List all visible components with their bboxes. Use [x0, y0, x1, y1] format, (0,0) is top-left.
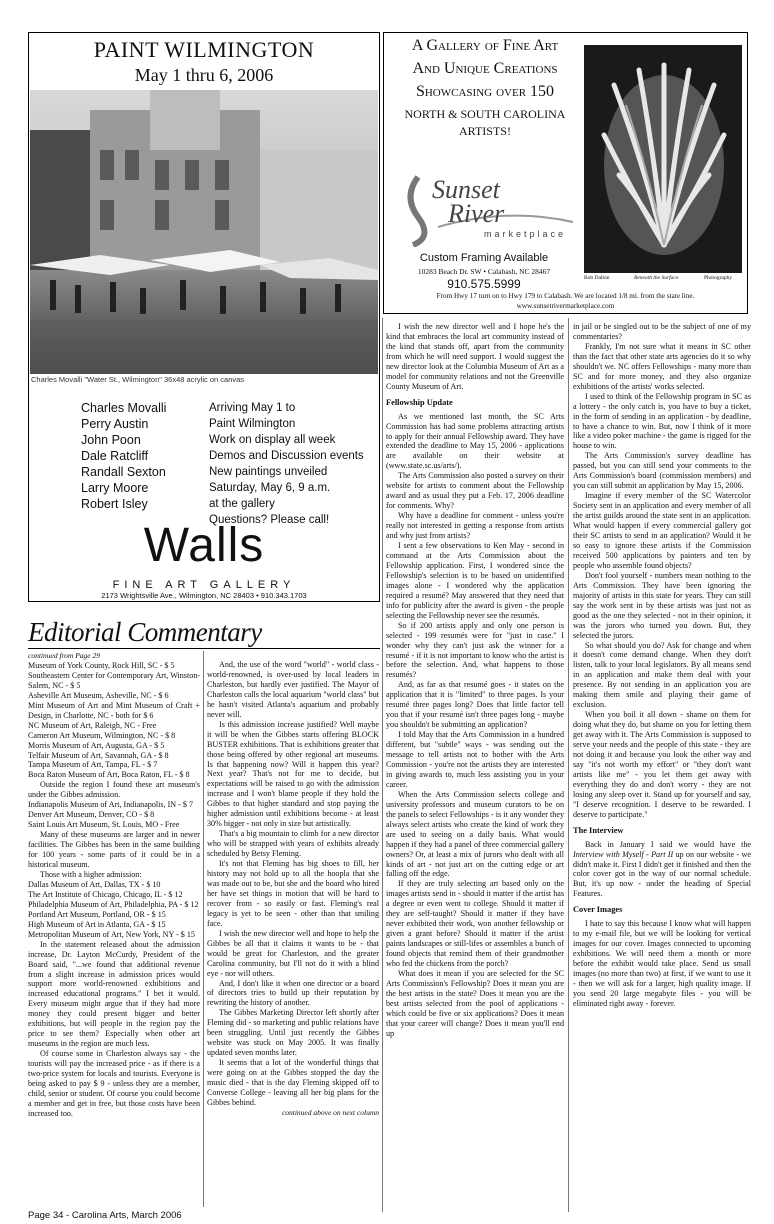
paragraph: I wish the new director well and I hope he's the kind that embraces the local art community instead of the kind that stands off, apart from the community from which he will need support. I would suggest the new director look at the Columbia Museum of Art as a model for community relations and not the Greenville County Museum of Art. — [386, 322, 564, 391]
walls-subtitle: FINE ART GALLERY — [112, 579, 296, 591]
editorial-column-4 — [573, 322, 751, 1212]
sunset-web: www.sunsetrivermarketplace.com — [516, 302, 615, 310]
paragraph: What does it mean if you are selected for the SC Arts Commission's Fellowship? Does it mean you are the best artists in the state? Does it mean you are the best artists selected from the pool of applications - which could be five or six applications? Does it mean that your career will change? Does it mean you'll end up — [386, 969, 564, 1038]
museum-line: Saint Louis Art Museum, St. Louis, MO - Free — [28, 820, 180, 830]
event-line: at the gallery — [209, 498, 275, 510]
walls-logo: Walls — [143, 519, 265, 572]
paragraph: I hate to say this because I know what will happen to my e-mail file, but we will be looking for vertical images for our cover. Images connected to upcoming exhibitions. We will need them a month or more before the exhibit would take place. Send us small images (no more than two) at first, if we want to use it - then we will ask for a larger, high quality image. If you send 20 large megabyte files - you will be eliminated right away - forever. — [573, 919, 751, 1008]
museum-line: Telfair Museum of Art, Savannah, GA - $ 8 — [28, 750, 169, 760]
paragraph: Don't fool yourself - numbers mean nothing to the Arts Commission. They have been ignoring the majority of artists in this state for years. They can still say the work sent in by these artists was just not as good as the one they selected - not in their opinion, it was the jurors who turned you down. But, they selected the jurors. — [573, 570, 751, 640]
paragraph: That's a big mountain to climb for a new director who will be strapped with years of exhibits already scheduled by Betsy Fleming. — [207, 829, 379, 859]
sunset-river-logo — [398, 167, 578, 247]
paragraph: When you boil it all down - shame on them for doing what they do, but shame on you for letting them get away with it. The Arts Commission is supposed to serve your needs and the people of this state - they are not doing it and because you look the other way and say "it's not worth my effort" or "they don't want artists like me" - you let them get away with everything they do and don't worry - they are not losing any sleep over it. Stand up for yourself and say, "I deserve recognition. I deserve to be rewarded. I deserve to participate." — [573, 710, 751, 819]
editorial-column-3 — [386, 322, 564, 1212]
logo-word-marketplace: marketplace — [484, 229, 567, 239]
artist-name: John Poon — [81, 433, 141, 447]
section-heading: Fellowship Update — [386, 397, 453, 407]
painting-caption: Charles Movalli "Water St., Wilmington" 36x48 acrylic on canvas — [31, 375, 245, 384]
ad-headline: ARTISTS! — [459, 124, 511, 138]
paragraph: And, as far as that resumé goes - it states on the application that it is "limited" to three pages. Is your resumé three pages long? Does that little factor tell you that if your resumé isn't three pages long - maybe you shouldn't be submitting an application? — [386, 680, 564, 730]
column-rule — [382, 318, 383, 1212]
paragraph: If they are truly selecting art based only on the images artists send in - should it matter if the artist has a degree or even went to college. Should it matter if they are self-taught? Should it matter if they have never exhibited their work, won another fellowship or given a grant before? Should it matter if the artist paints landscapes or still-lifes or assembles a bunch of found objects that remind them of their grandmother who fed the chickens from the porch? — [386, 879, 564, 969]
museum-line: Denver Art Museum, Denver, CO - $ 8 — [28, 810, 155, 820]
ad-headline: Showcasing over 150 — [415, 83, 555, 100]
paragraph: So what should you do? Ask for change and when it doesn't come demand change. When they don't listen, talk to your local legislators. By all means send in an application and make them deal with your presence. By not sending in an application you are making them smile and playing their game of exclusion. — [573, 640, 751, 710]
section-heading: The Interview — [573, 825, 624, 835]
walls-gallery-ad — [28, 32, 380, 602]
museum-line: Tampa Museum of Art, Tampa, FL - $ 7 — [28, 760, 158, 770]
museum-line: Southeastern Center for Contemporary Art, Winston-Salem, NC - $ 5 — [28, 670, 200, 690]
museum-line: Mint Museum of Art and Mint Museum of Craft + Design, in Charlotte, NC - both for $ 6 — [28, 700, 200, 720]
continued-from: continued from Page 29 — [28, 651, 101, 660]
museum-line: The Art Institute of Chicago, Chicago, IL - $ 12 — [28, 889, 183, 899]
sunset-directions: From Hwy 17 turn on to Hwy 179 to Calabash. We are located 1/8 mi. from the state line. — [436, 292, 695, 300]
paragraph: So if 200 artists apply and only one person is selected - 199 resumés were for "just in case." I wonder why they can't just ask the winner for a resumé - if it is not important to know who the artist is before the selection. And, what happens to those resumés? — [386, 620, 564, 680]
event-list — [209, 400, 379, 528]
museum-line: Indianapolis Museum of Art, Indianapolis, IN - $ 7 — [28, 800, 193, 810]
artist-name: Dale Ratcliff — [81, 449, 149, 463]
logo-word-sunset: Sunset — [432, 175, 500, 204]
paragraph: in jail or be singled out to be the subject of one of my commentaries? — [573, 322, 751, 341]
artist-name: Charles Movalli — [81, 401, 167, 415]
paragraph: The Gibbes Marketing Director left shortly after Fleming did - so marketing and public relations have been struggling. Until just recently the Gibbes website was stuck on May 2005. It was finally updated seven months later. — [207, 1008, 379, 1058]
paragraph: It's not that Fleming has big shoes to fill, her history may not hold up to all the hoopla that she was made out to be, but she and the board who hired her have set things in motion that will be hard to recover from - so easily or fast. Fleming's real legacy is yet to be seen - other than that smiling face. — [207, 859, 379, 928]
sunset-phone: 910.575.5999 — [447, 277, 521, 291]
event-line: New paintings unveiled — [209, 466, 328, 478]
paragraph: Is this admission increase justified? Well maybe it will be when the Gibbes starts offering BLOCK BUSTER exhibitions. That is exhibitions greater that those being offered by other regional art museums. Is that happening now? Will it happen this year? Next year? That's not for me to decide, but expectations will be raised to go with the admission increase and I won't blame people if they hold the Gibbes to that higher standard and stop paying the higher admission until exhibitions become - at least 30% bigger - not only in size but artistically. — [207, 719, 379, 829]
paragraph: The Arts Commission's survey deadline has passed, but you can still send your comments to the Arts Commission's board (commission members) and you can still submit an application by May 15, 2006. — [573, 451, 751, 491]
continued-above: continued above on next column — [281, 1107, 379, 1117]
artist-list — [81, 400, 211, 512]
museum-line: Morris Museum of Art, Augusta, GA - $ 5 — [28, 740, 165, 750]
paragraph: Outside the region I found these art museum's under the Gibbes admission. — [28, 780, 200, 800]
museum-line: Cameron Art Museum, Wilmington, NC - $ 8 — [28, 730, 176, 740]
paragraph: Why have a deadline for comment - unless you're really not interested in getting a response from artists and why just from artists? — [386, 511, 564, 541]
paragraph: When the Arts Commission selects college and university professors and museum curators to be on the panels to select Fellowships - is it any wonder they always select artists who create the kind of work they are used to seeing on a daily basis. What would happen if they had a panel of three commercial gallery owners? Or, at least a mix of jurors who dealt with all kinds of art - not just art on the cutting edge or art falling off the edge. — [386, 789, 564, 879]
paragraph: Those with a higher admission: — [40, 869, 142, 879]
interview-title: Interview with Myself - Part II — [573, 849, 674, 859]
event-line: Arriving May 1 to — [209, 402, 296, 414]
museum-line: Philadelphia Museum of Art, Philadelphia, PA - $ 12 — [28, 899, 199, 909]
paragraph: It seems that a lot of the wonderful things that were going on at the Gibbes stopped the day the music died - that is the day Fleming skipped off to Converse College - leaving all her big plans for the Gibbes behind. — [207, 1058, 379, 1107]
photo-credit-artist: Bob Dalton — [584, 275, 610, 281]
event-line: Saturday, May 6, 9 a.m. — [209, 482, 331, 494]
paragraph: I wish the new director well and hope to help the Gibbes be all that it claims it wants to be - that would be great for Charleston, and the greater Carolina community, but I'll not do it with a blind eye - nor will others. — [207, 928, 379, 978]
logo-word-river: River — [448, 199, 505, 228]
photo-credit-title: Beneath the Surface — [634, 275, 679, 281]
editorial-column-2 — [207, 660, 379, 1208]
section-heading: Cover Images — [573, 905, 623, 915]
museum-line: Asheville Art Museum, Asheville, NC - $ 6 — [28, 690, 169, 700]
ad-headline: NORTH & SOUTH CAROLINA — [404, 107, 566, 121]
paragraph: I used to think of the Fellowship program in SC as a lottery - the only catch is, you have to buy a ticket, in the form of sending in an application - by deadline, to have a chance to win. But, now I think of it more like a video poker machine - the game is rigged for the house to win. — [573, 391, 751, 451]
museum-line: Portland Art Museum, Portland, OR - $ 15 — [28, 909, 166, 919]
ad-dates: May 1 thru 6, 2006 — [134, 65, 274, 85]
painting-image — [30, 90, 378, 374]
ad-title: PAINT WILMINGTON — [93, 37, 315, 62]
paragraph: And, the use of the word "world" - world class - world-renowned, is over-used by local leaders in Charleston, but hardly ever justified. The Mayor of Charleston calls the local aquarium "world class" but he hasn't visited Atlanta's aquarium and probably never will. — [207, 660, 379, 719]
paragraph: I sent a few observations to Ken May - second in command at the Arts Commission about the Fellowship application. First, I wondered since the Fellowship's selection is to be based on unidentified images alone - I wondered why the application required a resumé? May answered that they need that info for publicity after the award is given - the people selecting the Fellowship never see the resumés. — [386, 541, 564, 620]
ad-headline: A Gallery of Fine Art — [411, 37, 559, 54]
museum-line: High Museum of Art in Atlanta, GA - $ 15 — [28, 919, 166, 929]
paragraph: Frankly, I'm not sure what it means in SC other than the fact that other state arts agencies do it so why shouldn't we. NC offers Fellowships - many more than SC and for more money, and they also organize exhibitions of the artists' works selected. — [573, 341, 751, 391]
walls-address: 2173 Wrightsville Ave., Wilmington, NC 28403 • 910.343.1703 — [101, 591, 307, 600]
paragraph: As we mentioned last month, the SC Arts Commission has had some problems attracting artists to apply for their annual Fellowship award. They have extended the deadline to May 15, 2006 - applications are available on their website at (www.state.sc.us/arts/). — [386, 411, 564, 471]
museum-line: Museum of York County, Rock Hill, SC - $ 5 — [28, 660, 175, 670]
paragraph: And, I don't like it when one director or a board of directors tries to build up their reputation by rewriting the history of another. — [207, 978, 379, 1008]
heading-rule — [28, 648, 380, 649]
editorial-column-1 — [28, 651, 200, 1207]
paragraph: I told May that the Arts Commission in a hundred different, but "subtle" ways - was sending out the message to tell artists not to bother with the Arts Commission - you're not the artists they are interested in giving awards to, much less assisting you in your career. — [386, 730, 564, 789]
ad-headline: And Unique Creations — [412, 60, 558, 77]
page-footer: Page 34 - Carolina Arts, March 2006 — [28, 1210, 182, 1221]
flower-photo — [584, 45, 742, 273]
sunset-address: 10283 Beach Dr. SW • Calabash, NC 28467 — [417, 267, 551, 276]
museum-line: Boca Raton Museum of Art, Boca Raton, FL - $ 8 — [28, 770, 190, 780]
paragraph: Back in January I said we would have the Interview with Myself - Part II up on our website - we didn't make it. First I didn't get it finished and then the color cover got in the way of our normal schedule. But, it's up now - under the heading of Special Features. — [573, 839, 751, 899]
paragraph: Of course some in Charleston always say - the tourists will pay the increased price - as if there is a two-price system for locals and tourists. Everyone is being asked to pay $ 9 - unless they are a member, child, senior or student. Of course you could become a member and get in free, but those costs have been increased too. — [28, 1049, 200, 1118]
paragraph: In the statement released about the admission increase, Dr. Layton McCurdy, President of the Board said, "...we found that additional revenue from a slight increase in admission prices would support more world-renowned exhibitions and increased educational programs." I bet it would. Every museum might argue that if they had more money they could present bigger and better exhibitions, but will people in the region pay the price to see them? Especially when other art museums in the region are much less. — [28, 939, 200, 1049]
event-line: Questions? Please call! — [209, 514, 330, 526]
museum-line: NC Museum of Art, Raleigh, NC - Free — [28, 720, 157, 730]
paragraph: The Arts Commission also posted a survey on their website for artists to comment about the Fellowship award and as usual they put a Feb. 17, 2006 deadline for comments. Why? — [386, 471, 564, 511]
event-line: Demos and Discussion events — [209, 450, 364, 462]
paragraph: Imagine if every member of the SC Watercolor Society sent in an application and every member of all the artist guilds around the state sent in an application. What would happen if every commercial gallery got their SC artists to send in an application? Would it be so easy to ignore these artists if the Commission received 500 applications by painters and ten by people who assemble found objects? — [573, 491, 751, 570]
column-rule — [568, 318, 569, 1212]
event-line: Work on display all week — [209, 434, 336, 446]
artist-name: Perry Austin — [81, 417, 149, 431]
column-rule — [203, 651, 204, 1207]
paragraph: Many of these museums are larger and in newer facilities. The Gibbes has been in the same building for 100 years - some parts of it could be in a historical museum. — [28, 830, 200, 870]
artist-name: Robert Isley — [81, 497, 148, 511]
museum-line: Metropolitan Museum of Art, New York, NY - $ 15 — [28, 929, 195, 939]
artist-name: Randall Sexton — [81, 465, 166, 479]
museum-line: Dallas Museum of Art, Dallas, TX - $ 10 — [28, 879, 161, 889]
event-line: Paint Wilmington — [209, 418, 296, 430]
artist-name: Larry Moore — [81, 481, 149, 495]
sunset-river-ad — [383, 32, 748, 314]
framing-label: Custom Framing Available — [419, 252, 549, 264]
editorial-heading: Editorial Commentary — [28, 617, 262, 647]
photo-credit-medium: Photography — [704, 275, 733, 281]
